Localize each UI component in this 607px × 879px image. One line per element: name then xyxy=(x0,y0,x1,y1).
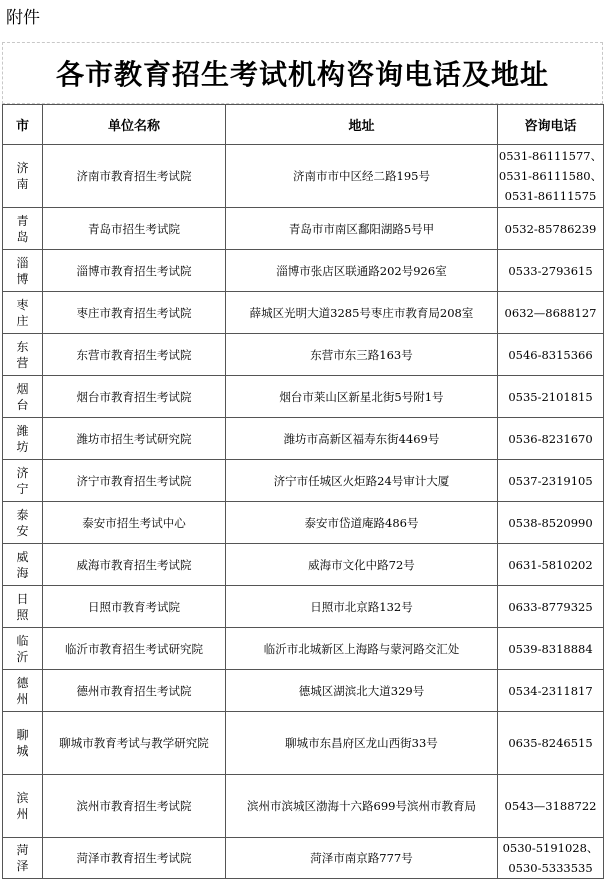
phone-cell: 0635-8246515 xyxy=(498,712,604,775)
table-row xyxy=(3,208,604,250)
phone-cell: 0538-8520990 xyxy=(498,502,604,544)
address-cell: 聊城市东昌府区龙山西街33号 xyxy=(226,712,498,775)
city-name: 枣庄 xyxy=(16,297,29,328)
city-name: 淄博 xyxy=(16,255,29,286)
city-cell xyxy=(3,502,43,544)
city-cell xyxy=(3,775,43,838)
table-row xyxy=(3,145,604,208)
phone-cell: 0532-85786239 xyxy=(498,208,604,250)
table-body xyxy=(3,145,604,879)
address-cell: 济南市市中区经二路195号 xyxy=(226,145,498,208)
table-row xyxy=(3,712,604,775)
table-row xyxy=(3,544,604,586)
phone-number-line: 0531-86111580、 xyxy=(498,169,603,183)
unit-name-cell: 淄博市教育招生考试院 xyxy=(43,250,226,292)
address-cell: 泰安市岱道庵路486号 xyxy=(226,502,498,544)
table-row xyxy=(3,586,604,628)
city-cell xyxy=(3,376,43,418)
column-header-address: 地址 xyxy=(226,105,498,145)
phone-cell: 0633-8779325 xyxy=(498,586,604,628)
column-header-city: 市 xyxy=(3,105,43,145)
address-cell: 东营市东三路163号 xyxy=(226,334,498,376)
phone-cell: 0537-2319105 xyxy=(498,460,604,502)
unit-name-cell: 潍坊市招生考试研究院 xyxy=(43,418,226,460)
address-cell: 日照市北京路132号 xyxy=(226,586,498,628)
table-row xyxy=(3,376,604,418)
phone-number-line: 0530-5333535 xyxy=(508,861,593,875)
table-row xyxy=(3,334,604,376)
city-cell xyxy=(3,586,43,628)
address-cell: 青岛市市南区鄱阳湖路5号甲 xyxy=(226,208,498,250)
city-cell xyxy=(3,250,43,292)
city-name: 聊城 xyxy=(16,728,29,758)
city-name: 日照 xyxy=(16,591,29,622)
address-cell: 济宁市任城区火炬路24号审计大厦 xyxy=(226,460,498,502)
city-name: 泰安 xyxy=(16,507,29,538)
phone-number-line: 0530-5191028、 xyxy=(502,841,599,855)
table-row xyxy=(3,418,604,460)
address-cell: 菏泽市南京路777号 xyxy=(226,838,498,879)
city-name: 烟台 xyxy=(16,381,29,412)
unit-name-cell: 枣庄市教育招生考试院 xyxy=(43,292,226,334)
city-cell xyxy=(3,292,43,334)
unit-name-cell: 济南市教育招生考试院 xyxy=(43,145,226,208)
address-cell: 临沂市北城新区上海路与蒙河路交汇处 xyxy=(226,628,498,670)
unit-name-cell: 聊城市教育考试与教学研究院 xyxy=(43,712,226,775)
table-row xyxy=(3,460,604,502)
address-cell: 烟台市莱山区新星北街5号附1号 xyxy=(226,376,498,418)
unit-name-cell: 青岛市招生考试院 xyxy=(43,208,226,250)
city-cell xyxy=(3,334,43,376)
address-cell: 威海市文化中路72号 xyxy=(226,544,498,586)
column-header-unit: 单位名称 xyxy=(43,105,226,145)
contact-table xyxy=(2,104,604,879)
city-name: 临沂 xyxy=(16,633,29,664)
table-row xyxy=(3,775,604,838)
phone-cell: 0631-5810202 xyxy=(498,544,604,586)
phone-cell: 0533-2793615 xyxy=(498,250,604,292)
unit-name-cell: 滨州市教育招生考试院 xyxy=(43,775,226,838)
table-row xyxy=(3,670,604,712)
address-cell: 薛城区光明大道3285号枣庄市教育局208室 xyxy=(226,292,498,334)
unit-name-cell: 泰安市招生考试中心 xyxy=(43,502,226,544)
table-row xyxy=(3,502,604,544)
unit-name-cell: 德州市教育招生考试院 xyxy=(43,670,226,712)
city-cell xyxy=(3,628,43,670)
city-name: 青岛 xyxy=(16,213,29,244)
unit-name-cell: 威海市教育招生考试院 xyxy=(43,544,226,586)
phone-cell: 0543—3188722 xyxy=(498,775,604,838)
city-cell xyxy=(3,418,43,460)
unit-name-cell: 菏泽市教育招生考试院 xyxy=(43,838,226,879)
city-name: 济南 xyxy=(16,161,29,191)
page-title: 各市教育招生考试机构咨询电话及地址 xyxy=(2,42,603,104)
city-name: 菏泽 xyxy=(16,843,29,873)
city-name: 滨州 xyxy=(16,791,29,821)
unit-name-cell: 烟台市教育招生考试院 xyxy=(43,376,226,418)
city-cell xyxy=(3,145,43,208)
address-cell: 潍坊市高新区福寿东街4469号 xyxy=(226,418,498,460)
city-name: 济宁 xyxy=(16,465,29,496)
phone-cell: 0534-2311817 xyxy=(498,670,604,712)
column-header-phone: 咨询电话 xyxy=(498,105,604,145)
phone-number-line: 0531-86111575 xyxy=(504,189,597,203)
phone-cell xyxy=(498,145,604,208)
city-cell xyxy=(3,670,43,712)
phone-cell: 0536-8231670 xyxy=(498,418,604,460)
city-name: 德州 xyxy=(16,675,29,706)
table-header-row xyxy=(3,105,604,145)
address-cell: 滨州市滨城区渤海十六路699号滨州市教育局 xyxy=(226,775,498,838)
address-cell: 淄博市张店区联通路202号926室 xyxy=(226,250,498,292)
unit-name-cell: 东营市教育招生考试院 xyxy=(43,334,226,376)
city-cell xyxy=(3,712,43,775)
unit-name-cell: 济宁市教育招生考试院 xyxy=(43,460,226,502)
table-row xyxy=(3,292,604,334)
address-cell: 德城区湖滨北大道329号 xyxy=(226,670,498,712)
attachment-label: 附件 xyxy=(6,8,40,28)
table-row xyxy=(3,628,604,670)
phone-cell: 0539-8318884 xyxy=(498,628,604,670)
phone-cell: 0546-8315366 xyxy=(498,334,604,376)
unit-name-cell: 日照市教育考试院 xyxy=(43,586,226,628)
unit-name-cell: 临沂市教育招生考试研究院 xyxy=(43,628,226,670)
city-cell xyxy=(3,460,43,502)
city-name: 东营 xyxy=(16,339,29,370)
city-cell xyxy=(3,208,43,250)
phone-cell: 0632—8688127 xyxy=(498,292,604,334)
city-cell xyxy=(3,544,43,586)
table-row xyxy=(3,250,604,292)
phone-cell: 0535-2101815 xyxy=(498,376,604,418)
city-name: 威海 xyxy=(16,549,29,580)
city-name: 潍坊 xyxy=(16,423,29,454)
phone-number-line: 0531-86111577、 xyxy=(498,149,603,163)
